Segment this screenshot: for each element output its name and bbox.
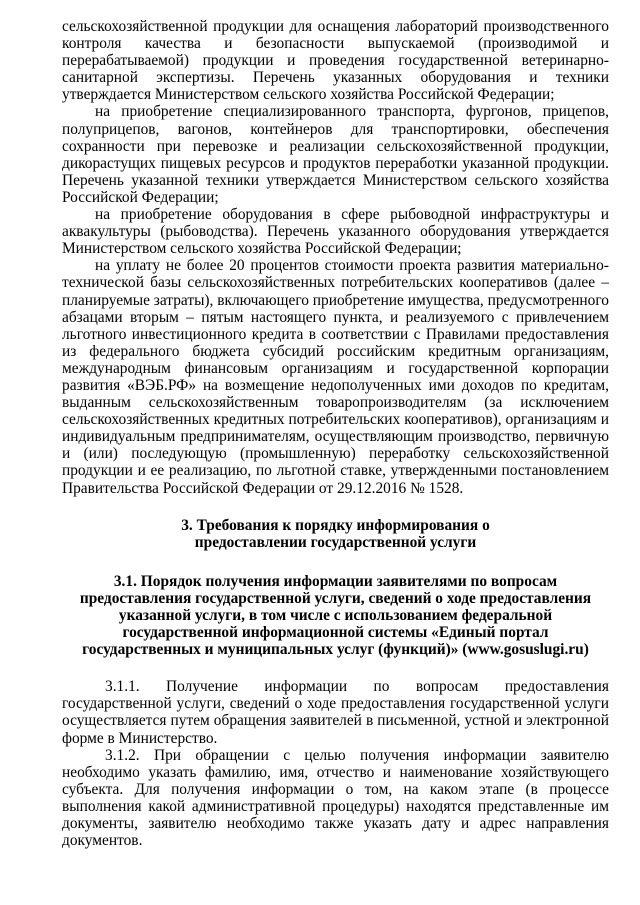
document-page <box>62 18 609 849</box>
paragraph-3-1-2: 3.1.2. При обращении с целью получения информации заявителю необходимо указать фамилию, имя, отчество и наименование хозяйствующего субъекта. Для получения информации о том, на каком этапе (в процессе выполнения какой административной процедуры) находятся представленные им документы, заявителю необходимо также указать дату и адрес направления документов. <box>62 746 609 850</box>
paragraph-transport: на приобретение специализированного транспорта, фургонов, прицепов, полуприцепов, вагонов, контейнеров для транспортировки, обеспечения сохранности при перевозке и реализации сельскохозяйственной продукции, дикорастущих пищевых ресурсов и продуктов переработки указанной продукции. Перечень указанной техники утверждается Министерством сельского хозяйства Российской Федерации; <box>62 103 609 206</box>
subsection-heading: 3.1. Порядок получения информации заявителями по вопросам предоставления государственной услуги, сведений о ходе предоставления указанной услуги, в том числе с использованием федеральной государственной информационной системы «Единый портал государственных и муниципальных услуг (функций)» (www.gosuslugi.ru) <box>79 572 592 659</box>
paragraph-laboratory-equipment: сельскохозяйственной продукции для оснащения лабораторий производственного контроля качества и безопасности выпускаемой (производимой и перерабатываемой) продукции и проведения государственной ветеринарно-санитарной экспертизы. Перечень указанных оборудования и техники утверждается Министерством сельского хозяйства Российской Федерации; <box>62 18 609 104</box>
paragraph-3-1-1: 3.1.1. Получение информации по вопросам предоставления государственной услуги, сведений о ходе предоставления государственной услуги осуществляется путем обращения заявителей в письменной, устной и электронной форме в Министерство. <box>62 678 609 747</box>
paragraph-aquaculture: на приобретение оборудования в сфере рыбоводной инфраструктуры и аквакультуры (рыбоводства). Перечень указанного оборудования утверждается Министерством сельского хозяйства Российской Федерации; <box>62 206 609 258</box>
section-heading: 3. Требования к порядку информирования о предоставлении государственной услуги <box>181 516 490 551</box>
paragraph-planned-costs: на уплату не более 20 процентов стоимости проекта развития материально-технической базы сельскохозяйственных потребительских кооперативов (далее – планируемые затраты), включающего приобретение имущества, предусмотренного абзацами вторым – пятым настоящего пункта, и реализуемого с привлечением льготного инвестиционного кредита в соответствии с Правилами предоставления из федерального бюджета субсидий российским кредитным организациям, международным финансовым организациям и государственной корпорации развития «ВЭБ.РФ» на возмещение недополученных ими доходов по кредитам, выданным сельскохозяйственным товаропроизводителям (за исключением сельскохозяйственных кредитных потребительских кооперативов), организациям и индивидуальным предпринимателям, осуществляющим производство, первичную и (или) последующую (промышленную) переработку сельскохозяйственной продукции и ее реализацию, по льготной ставке, утвержденными постановлением Правительства Российской Федерации от 29.12.2016 № 1528. <box>62 257 609 497</box>
